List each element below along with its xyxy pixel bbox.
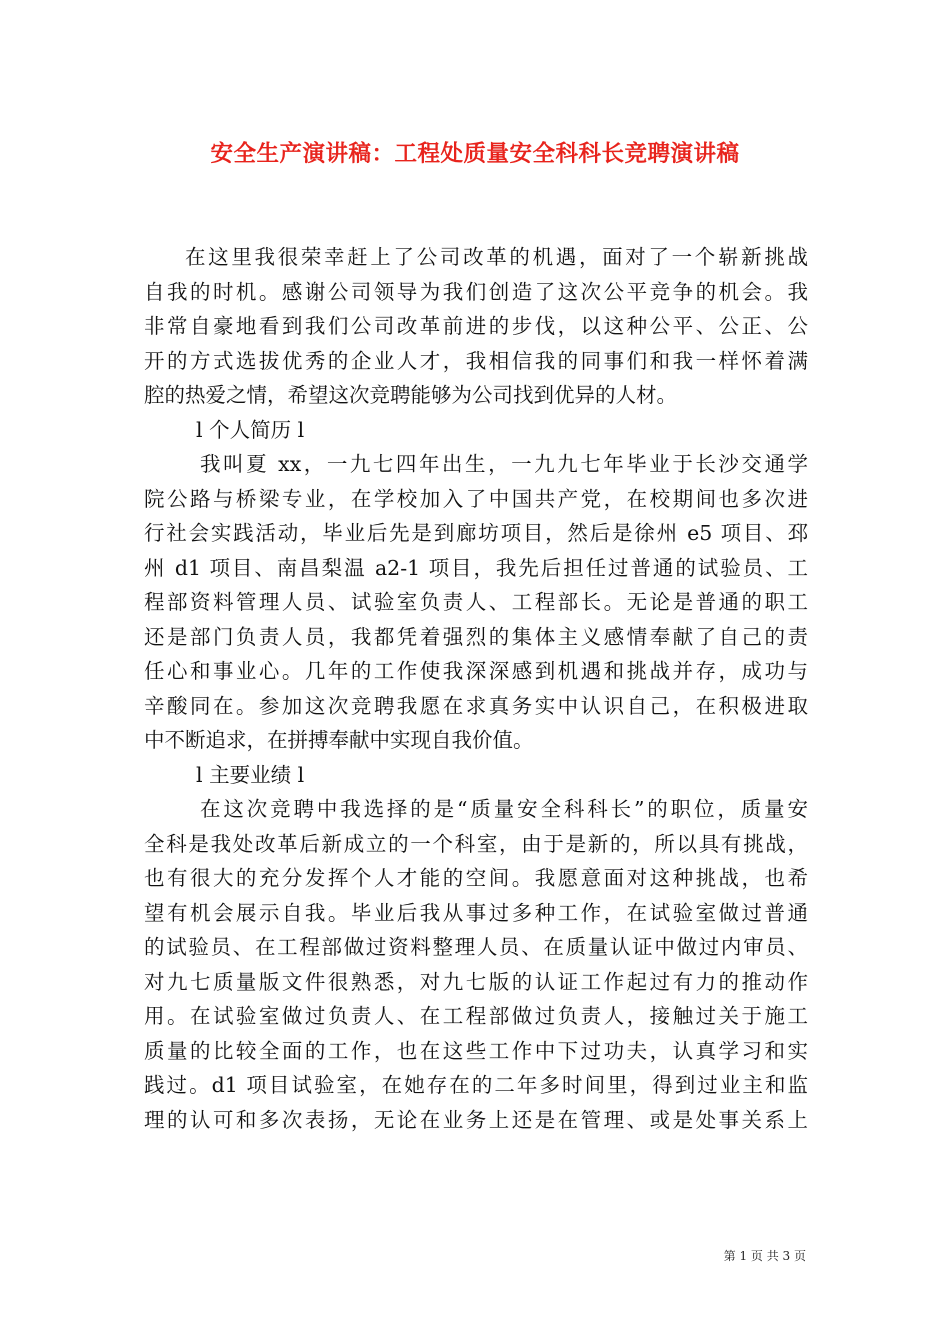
paragraph-line: 全科是我处改革后新成立的一个科室，由于是新的，所以具有挑战， [144, 831, 808, 856]
paragraph-line: 理的认可和多次表扬，无论在业务上还是在管理、或是处事关系上 [144, 1107, 808, 1132]
paragraph-line: 践过。d1 项目试验室，在她存在的二年多时间里，得到过业主和监 [144, 1073, 808, 1097]
paragraph-line: 对九七质量版文件很熟悉，对九七版的认证工作起过有力的推动作 [144, 969, 808, 994]
paragraph-line: 任心和事业心。几年的工作使我深深感到机遇和挑战并存，成功与 [144, 659, 808, 683]
paragraph-line: 辛酸同在。参加这次竞聘我愿在求真务实中认识自己，在积极进取 [144, 693, 808, 718]
paragraph-line: 开的方式选拔优秀的企业人才，我相信我的同事们和我一样怀着满 [144, 348, 808, 373]
paragraph-line: 我叫夏 xx，一九七四年出生，一九九七年毕业于长沙交通学 [200, 452, 808, 476]
paragraph-line: 程部资料管理人员、试验室负责人、工程部长。无论是普通的职工 [144, 590, 808, 614]
paragraph-line: 腔的热爱之情，希望这次竞聘能够为公司找到优异的人材。 [144, 383, 677, 407]
paragraph-line: 州 d1 项目、南昌梨温 a2-1 项目，我先后担任过普通的试验员、工 [144, 555, 808, 580]
paragraph-line: 在这次竞聘中我选择的是“质量安全科科长”的职位，质量安 [200, 797, 808, 821]
paragraph-line: 行社会实践活动，毕业后先是到廊坊项目，然后是徐州 e5 项目、邳 [144, 521, 808, 545]
paragraph-line: 质量的比较全面的工作，也在这些工作中下过功夫，认真学习和实 [144, 1038, 808, 1063]
paragraph-line: 的试验员、在工程部做过资料整理人员、在质量认证中做过内审员、 [144, 935, 808, 959]
paragraph-line: 也有很大的充分发挥个人才能的空间。我愿意面对这种挑战，也希 [144, 866, 808, 890]
page-number: 第 1 页 共 3 页 [723, 1249, 806, 1263]
section-heading-resume: l 个人简历 l [196, 417, 305, 442]
paragraph-line: 院公路与桥梁专业，在学校加入了中国共产党，在校期间也多次进 [144, 486, 808, 511]
paragraph-line: 中不断追求，在拼搏奉献中实现自我价值。 [144, 728, 534, 752]
paragraph-line: 用。在试验室做过负责人、在工程部做过负责人，接触过关于施工 [144, 1004, 808, 1028]
document-title: 安全生产演讲稿：工程处质量安全科科长竞聘演讲稿 [210, 141, 740, 167]
section-heading-achievements: l 主要业绩 l [196, 762, 305, 787]
paragraph-line: 还是部门负责人员，我都凭着强烈的集体主义感情奉献了自己的责 [144, 624, 808, 649]
paragraph-line: 望有机会展示自我。毕业后我从事过多种工作，在试验室做过普通 [144, 900, 808, 925]
paragraph-line: 非常自豪地看到我们公司改革前进的步伐，以这种公平、公正、公 [144, 314, 808, 338]
paragraph-line: 自我的时机。感谢公司领导为我们创造了这次公平竞争的机会。我 [144, 279, 808, 304]
document-body [144, 240, 808, 1137]
paragraph-line: 在这里我很荣幸赶上了公司改革的机遇，面对了一个崭新挑战 [185, 245, 808, 269]
